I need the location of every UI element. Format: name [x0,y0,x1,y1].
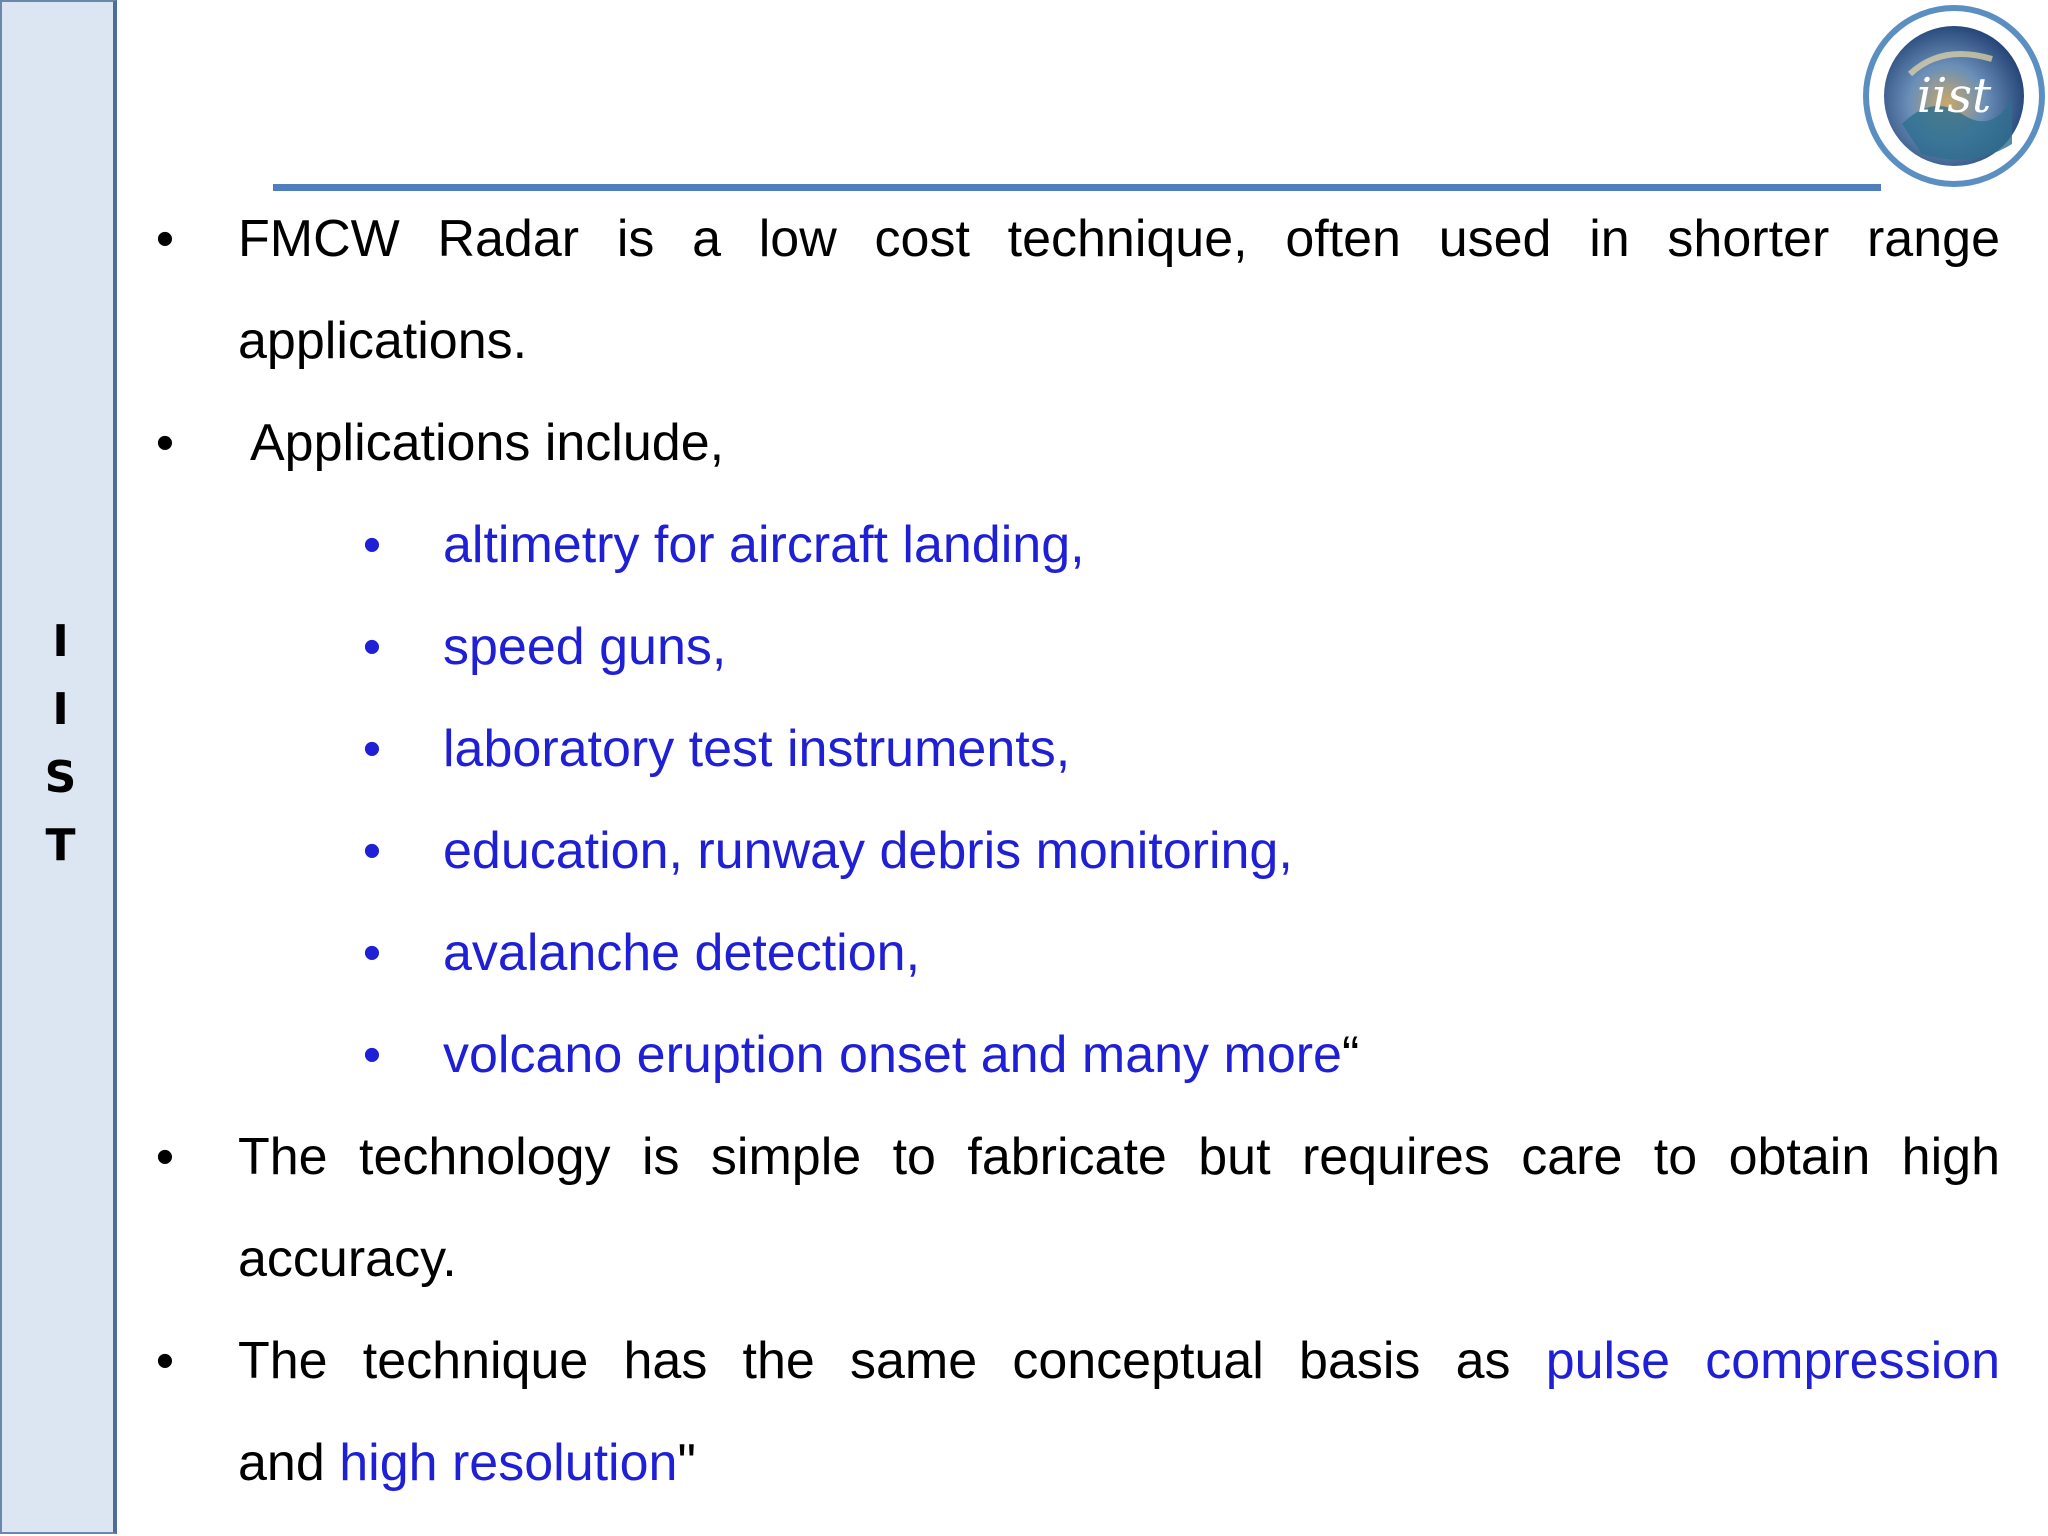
bullet-marker: • [362,720,382,778]
bullet-marker: • [362,924,382,982]
list-item [150,1106,2000,1208]
bullet-text: FMCW Radar is a low cost technique, often used in shorter range [238,210,2000,268]
bullet-text: accuracy. [238,1230,457,1288]
highlight-term: pulse compression [1545,1332,2000,1390]
sub-item-text: education, runway debris monitoring, [443,822,1293,880]
bullet-text-continuation [238,1412,696,1514]
sub-item-text: laboratory test instruments, [443,720,1071,778]
sidebar-panel [0,0,117,1534]
institute-logo-icon [1862,4,2046,188]
sub-item-text: altimetry for aircraft landing, [443,516,1085,574]
sidebar-letter: T [45,820,76,871]
quote-mark: " [677,1434,696,1492]
sidebar-vertical-label [2,608,119,880]
logo-text: iist [1916,68,1992,124]
sidebar-letter: I [52,684,69,735]
bullet-text: The technique has the same conceptual basis as [238,1332,1546,1390]
sidebar-letter: S [44,752,77,803]
bullet-text-continuation [238,1208,457,1310]
bullet-marker: • [155,210,175,268]
bullet-marker: • [362,1026,382,1084]
bullet-marker: • [362,822,382,880]
bullet-marker: • [362,516,382,574]
sidebar-letter: I [52,616,69,667]
highlight-term: high resolution [339,1434,678,1492]
list-item [150,1310,2000,1412]
sub-item-text: avalanche detection, [443,924,921,982]
bullet-marker: • [362,618,382,676]
quote-mark: “ [1341,1026,1360,1084]
sub-item-text: volcano eruption onset and many more [443,1026,1342,1084]
bullet-text-continuation [238,290,527,392]
bullet-marker: • [155,414,175,472]
bullet-text: applications. [238,312,528,370]
bullet-text: and [238,1434,340,1492]
bullet-text: Applications include, [250,414,725,472]
bullet-marker: • [155,1332,175,1390]
list-item [150,188,2000,290]
bullet-marker: • [155,1128,175,1186]
bullet-text: The technology is simple to fabricate but requires care to obtain high [238,1128,2000,1186]
sub-item-text: speed guns, [443,618,727,676]
